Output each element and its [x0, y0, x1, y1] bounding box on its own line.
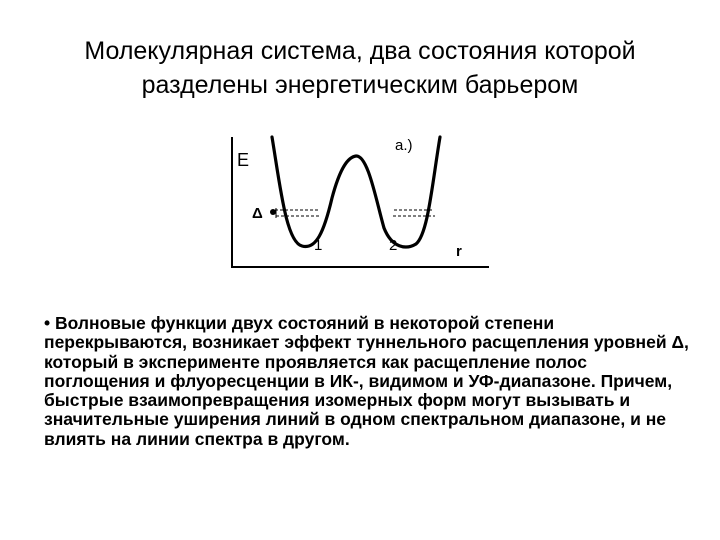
slide-title-line-2: разделены энергетическим барьером: [141, 71, 579, 99]
well-1-label: 1: [314, 237, 323, 254]
delta-label: Δ: [252, 205, 263, 222]
x-axis-label: r: [456, 243, 462, 260]
body-text: Волновые функции двух состояний в некоторой степени перекрываются, возникает эффект туннельного расщепления уровней Δ, который в эксперименте проявляется как расщепление полос поглощения и флуоресценции в ИК-, видимом и УФ-диапазоне. Причем, быстрые взаимопревращения изомерных форм могут вызывать и значительные уширения линий в одном спектральном диапазоне, и не влиять на линии спектра в другом.: [44, 313, 689, 449]
panel-label: a.): [395, 137, 413, 154]
delta-marker: [270, 209, 276, 215]
bullet-marker: •: [44, 313, 51, 333]
double-well-curve: [272, 137, 440, 247]
body-paragraph: [44, 314, 694, 449]
well-2-label: 2: [389, 237, 398, 254]
slide-title-line-1: Молекулярная система, два состояния которой: [84, 37, 636, 65]
y-axis-label: E: [237, 150, 250, 170]
